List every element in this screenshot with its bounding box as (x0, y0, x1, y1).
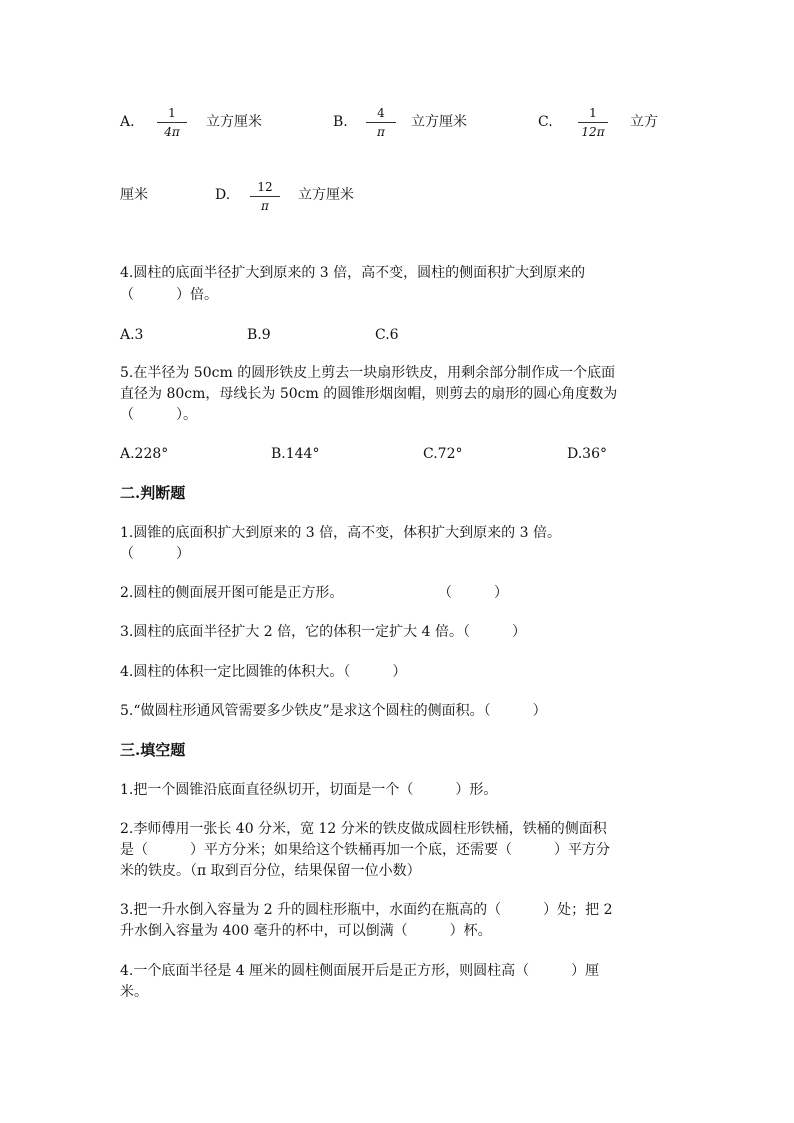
option-d: D.36° (567, 446, 607, 462)
question-text: 5.“做圆柱形通风管需要多少铁皮”是求这个圆柱的侧面积。（ ） (120, 703, 547, 719)
question-text: 4.圆柱的体积一定比圆锥的体积大。（ ） (120, 664, 407, 680)
fraction-numerator: 4 (377, 106, 385, 120)
question-text: 5.在半径为 50cm 的圆形铁皮上剪去一块扇形铁皮，用剩余部分制作成一个底面 (120, 365, 616, 381)
option-b: B.144° (271, 446, 320, 462)
option-d-unit: 立方厘米 (298, 187, 354, 203)
question-text: 3.把一升水倒入容量为 2 升的圆柱形瓶中，水面约在瓶高的（ ）处；把 2 (120, 902, 613, 918)
option-d-fraction (250, 180, 280, 213)
option-c-unit-part1: 立方 (630, 114, 658, 130)
fraction-numerator: 1 (168, 106, 176, 120)
fraction-bar (157, 122, 187, 123)
fraction-numerator: 12 (257, 180, 273, 194)
fraction-denominator: π (261, 199, 269, 213)
question-text: 是（ ）平方分米；如果给这个铁桶再加一个底，还需要（ ）平方分 (120, 842, 610, 858)
question-text: 1.圆锥的底面积扩大到原来的 3 倍，高不变，体积扩大到原来的 3 倍。 (120, 525, 561, 541)
option-a: A.3 (120, 327, 144, 343)
answer-blank: （ ） (438, 585, 508, 601)
option-b: B.9 (247, 327, 271, 343)
question-text: 4.圆柱的底面半径扩大到原来的 3 倍，高不变，圆柱的侧面积扩大到原来的 (120, 265, 586, 281)
fraction-bar (250, 196, 280, 197)
question-text: 直径为 80cm，母线长为 50cm 的圆锥形烟囱帽，则剪去的扇形的圆心角度数为 (120, 386, 618, 402)
question-text: （ ）倍。 (120, 287, 218, 303)
option-c: C.72° (423, 446, 463, 462)
fraction-denominator: 4π (164, 125, 180, 139)
fraction-denominator: 12π (581, 125, 605, 139)
option-a-unit: 立方厘米 (206, 114, 262, 130)
fraction-bar (366, 122, 396, 123)
option-a-label: A. (120, 114, 135, 130)
option-c-fraction (578, 106, 608, 139)
question-text: 1.把一个圆锥沿底面直径纵切开，切面是一个（ ）形。 (120, 782, 498, 798)
option-d-label: D. (215, 187, 231, 203)
option-c-unit-part2: 厘米 (120, 187, 148, 203)
question-text: 2.圆柱的侧面展开图可能是正方形。 (120, 585, 344, 601)
option-b-fraction (366, 106, 396, 139)
section-title: 三.填空题 (120, 741, 186, 759)
question-text: 2.李师傅用一张长 40 分米，宽 12 分米的铁皮做成圆柱形铁桶，铁桶的侧面积 (120, 821, 607, 837)
question-text: 米。 (120, 984, 148, 1000)
question-text: 米的铁皮。（π 取到百分位，结果保留一位小数） (120, 863, 421, 879)
answer-blank: （ ） (120, 546, 190, 562)
fraction-denominator: π (377, 125, 385, 139)
option-b-label: B. (333, 114, 348, 130)
option-b-unit: 立方厘米 (411, 114, 467, 130)
fraction-bar (578, 122, 608, 123)
option-c: C.6 (375, 327, 399, 343)
section-title: 二.判断题 (120, 484, 186, 502)
question-text: 升水倒入容量为 400 毫升的杯中，可以倒满（ ）杯。 (120, 923, 492, 939)
option-c-label: C. (538, 114, 553, 130)
fraction-numerator: 1 (589, 106, 597, 120)
option-a: A.228° (120, 446, 169, 462)
question-text: （ ）。 (120, 407, 197, 423)
option-a-fraction (157, 106, 187, 139)
question-text: 4.一个底面半径是 4 厘米的圆柱侧面展开后是正方形，则圆柱高（ ）厘 (120, 963, 600, 979)
question-text: 3.圆柱的底面半径扩大 2 倍，它的体积一定扩大 4 倍。（ ） (120, 624, 526, 640)
